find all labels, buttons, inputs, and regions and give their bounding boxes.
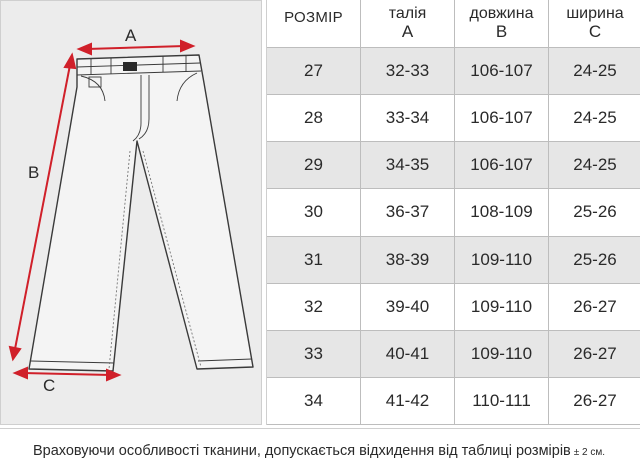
- cell-waist: 39-40: [361, 284, 455, 331]
- arrow-waist: [87, 46, 185, 49]
- header-waist: талія A: [361, 0, 455, 48]
- header-width: ширина C: [549, 0, 640, 48]
- cell-waist: 40-41: [361, 331, 455, 378]
- cell-length: 106-107: [455, 142, 549, 189]
- cell-waist: 38-39: [361, 237, 455, 284]
- size-table: [266, 0, 640, 425]
- cell-size: 29: [267, 142, 361, 189]
- cell-size: 28: [267, 95, 361, 142]
- cell-size: 31: [267, 237, 361, 284]
- cell-width: 26-27: [549, 284, 640, 331]
- cell-width: 25-26: [549, 237, 640, 284]
- table-row: [267, 95, 640, 142]
- note-text: Враховуючи особливості тканини, допускається відхидення від таблиці розмірів: [32, 443, 571, 459]
- table-row: [267, 284, 640, 331]
- note-tolerance-sign: ± 2 см.: [573, 446, 606, 458]
- cell-length: 109-110: [455, 331, 549, 378]
- waist-label-patch: [123, 62, 137, 71]
- cell-waist: 36-37: [361, 189, 455, 236]
- cell-size: 33: [267, 331, 361, 378]
- table-row: [267, 48, 640, 95]
- header-size: РОЗМІР: [267, 0, 361, 48]
- table-row: [267, 189, 640, 236]
- trousers-diagram: [0, 0, 262, 425]
- cell-size: 34: [267, 378, 361, 425]
- cell-width: 24-25: [549, 48, 640, 95]
- cell-length: 109-110: [455, 284, 549, 331]
- table-row: [267, 378, 640, 425]
- table-row: [267, 331, 640, 378]
- cell-size: 30: [267, 189, 361, 236]
- header-length: довжина B: [455, 0, 549, 48]
- tolerance-note: [0, 428, 640, 473]
- cell-waist: 34-35: [361, 142, 455, 189]
- trousers-drawing: [1, 1, 263, 426]
- cell-waist: 41-42: [361, 378, 455, 425]
- table-row: [267, 237, 640, 284]
- cell-size: 27: [267, 48, 361, 95]
- label-c: C: [43, 376, 56, 395]
- cell-width: 24-25: [549, 95, 640, 142]
- table-header-row: [267, 0, 640, 48]
- cell-length: 110-111: [455, 378, 549, 425]
- cell-length: 108-109: [455, 189, 549, 236]
- arrow-leg-width: [23, 373, 111, 375]
- cell-waist: 33-34: [361, 95, 455, 142]
- cell-width: 26-27: [549, 331, 640, 378]
- cell-width: 25-26: [549, 189, 640, 236]
- cell-width: 26-27: [549, 378, 640, 425]
- label-a: A: [125, 26, 137, 45]
- cell-width: 24-25: [549, 142, 640, 189]
- cell-waist: 32-33: [361, 48, 455, 95]
- cell-length: 109-110: [455, 237, 549, 284]
- cell-length: 106-107: [455, 95, 549, 142]
- cell-length: 106-107: [455, 48, 549, 95]
- table-row: [267, 142, 640, 189]
- label-b: B: [28, 163, 40, 182]
- cell-size: 32: [267, 284, 361, 331]
